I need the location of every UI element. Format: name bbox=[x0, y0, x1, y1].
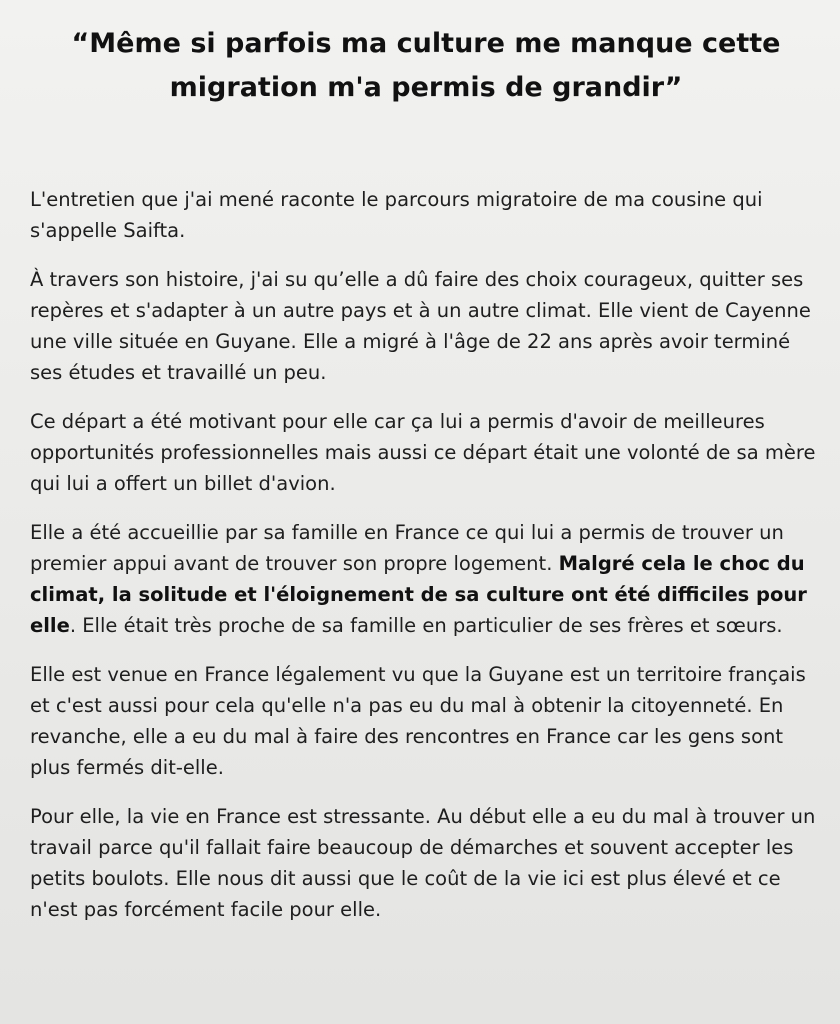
paragraph-arrival bbox=[30, 517, 824, 641]
paragraph-arrival-text-start: Elle a été accueillie par sa famille en France ce qui lui a permis de trouver un premier appui avant de trouver son propre logement. bbox=[30, 521, 784, 575]
paragraph-history: À travers son histoire, j'ai su qu’elle a dû faire des choix courageux, quitter ses repères et s'adapter à un autre pays et à un autre climat. Elle vient de Cayenne une ville située en Guyane. Elle a migré à l'âge de 22 ans après avoir terminé ses études et travaillé un peu. bbox=[30, 268, 811, 384]
paragraph-legal-status: Elle est venue en France légalement vu que la Guyane est un territoire français et c'est aussi pour cela qu'elle n'a pas eu du mal à obtenir la citoyenneté. En revanche, elle a eu du mal à faire des rencontres en France car les gens sont plus fermés dit-elle. bbox=[30, 663, 806, 779]
paragraph-arrival-text-end: . Elle était très proche de sa famille en particulier de ses frères et sœurs. bbox=[69, 614, 783, 637]
paragraph-departure: Ce départ a été motivant pour elle car ça lui a permis d'avoir de meilleures opportunités professionnelles mais aussi ce départ était une volonté de sa mère qui lui a offert un billet d'avion. bbox=[30, 410, 816, 495]
paragraph-life-in-france: Pour elle, la vie en France est stressante. Au début elle a eu du mal à trouver un travail parce qu'il fallait faire beaucoup de démarches et souvent accepter les petits boulots. Elle nous dit aussi que le coût de la vie ici est plus élevé et ce n'est pas forcément facile pour elle. bbox=[30, 805, 816, 921]
document-title: “Même si parfois ma culture me manque cette migration m'a permis de grandir” bbox=[71, 28, 781, 103]
paragraph-intro: L'entretien que j'ai mené raconte le parcours migratoire de ma cousine qui s'appelle Saifta. bbox=[30, 188, 763, 242]
paragraph-arrival-emphasis: Malgré cela le choc du climat, la solitude et l'éloignement de sa culture ont été difficiles pour elle bbox=[30, 552, 807, 637]
